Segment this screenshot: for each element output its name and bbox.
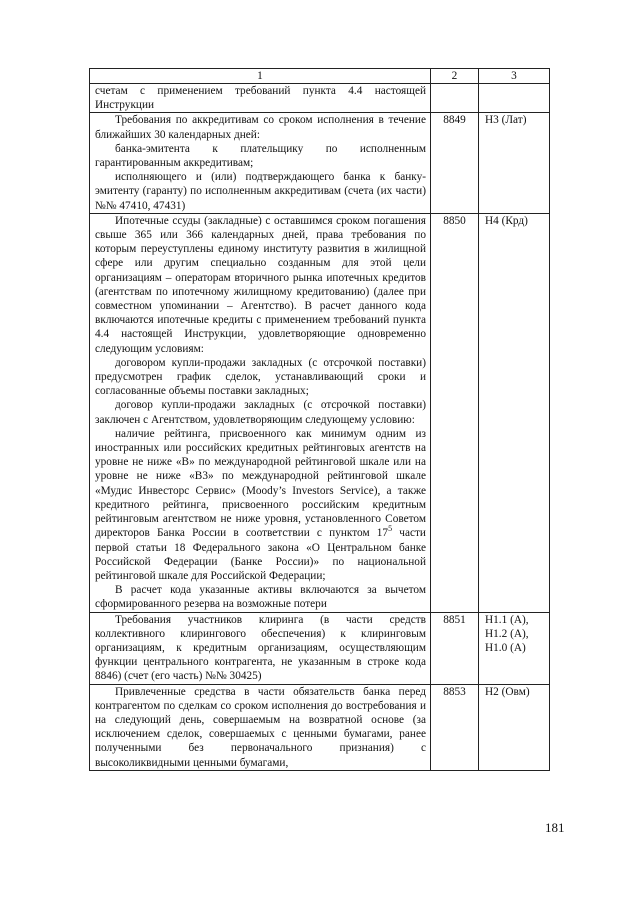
description-paragraph: Требования по аккредитивам со сроком исполнения в течение ближайших 30 календарных дней: bbox=[95, 114, 426, 141]
superscript-5: 5 bbox=[388, 524, 393, 534]
column-header-3: 3 bbox=[479, 69, 550, 84]
description-paragraph: Ипотечные ссуды (закладные) с оставшимся сроком погашения свыше 365 или 366 календарных дней, права требования по которым переуступлены единому институту развития в жилищной сфере или другим специально созданным для этой цели организациям – операторам вторичного рынка ипотечных кредитов (агентствам по ипотечному жилищному кредитованию) (далее при совместном упоминании – Агентство). В расчет данного кода включаются ипотечные кредиты с применением требований пункта 4.4 настоящей Инструкции, удовлетворяющие одновременно следующим условиям: bbox=[95, 214, 426, 355]
description-paragraph: Требования участников клиринга (в части средств коллективного клирингового обеспечения) к клиринговым организациям, к кредитным организациям, осуществляющим функции центрального контрагента, не указанным в строке кода 8846) (счет (его часть) №№ 30425) bbox=[95, 613, 426, 683]
row-description bbox=[90, 612, 431, 684]
description-paragraph bbox=[95, 427, 426, 583]
limit-value: Н1.1 (А), bbox=[485, 613, 529, 626]
row-description bbox=[90, 213, 431, 612]
description-paragraph: банка-эмитента к плательщику по исполненным гарантированным аккредитивам; bbox=[95, 142, 426, 170]
row-description bbox=[90, 84, 431, 113]
description-paragraph: В расчет кода указанные активы включаются за вычетом сформированного резерва на возможные потери bbox=[95, 584, 426, 611]
page-number: 181 bbox=[545, 820, 565, 835]
table-row bbox=[90, 213, 550, 612]
description-paragraph: исполняющего и (или) подтверждающего банка к банку-эмитенту (гаранту) по исполненным аккредитивам (счета (их части) №№ 47410, 47431) bbox=[95, 171, 426, 212]
limit-value: Н1.0 (А) bbox=[485, 641, 526, 654]
table-row bbox=[90, 84, 550, 113]
row-code: 8853 bbox=[431, 684, 479, 770]
row-limit bbox=[479, 213, 550, 612]
row-description bbox=[90, 113, 431, 213]
table-row bbox=[90, 684, 550, 770]
row-code: 8849 bbox=[431, 113, 479, 213]
limit-value: Н4 (Крд) bbox=[485, 214, 528, 227]
description-paragraph: Привлеченные средства в части обязательств банка перед контрагентом по сделкам со сроком исполнения до востребования и на следующий день, совершаемым на возвратной основе (за исключением сделок, совершаемых с ценными бумагами, ранее полученными без первоначального признания) с высоколиквидными ценными бумагами, bbox=[95, 685, 426, 769]
codes-table bbox=[89, 68, 550, 771]
description-paragraph: договором купли-продажи закладных (с отсрочкой поставки) предусмотрен график сделок, устанавливающий сроки и согласованные объемы поставки закладных; bbox=[95, 356, 426, 398]
row-limit bbox=[479, 113, 550, 213]
row-code: 8850 bbox=[431, 213, 479, 612]
row-code: 8851 bbox=[431, 612, 479, 684]
row-limit bbox=[479, 84, 550, 113]
row-limit bbox=[479, 684, 550, 770]
limit-value: Н3 (Лат) bbox=[485, 114, 527, 127]
limit-value: Н2 (Овм) bbox=[485, 685, 530, 698]
column-header-2: 2 bbox=[431, 69, 479, 84]
column-header-1: 1 bbox=[90, 69, 431, 84]
row-description bbox=[90, 684, 431, 770]
description-paragraph: договор купли-продажи закладных (с отсрочкой поставки) заключен с Агентством, удовлетворяющим следующему условию: bbox=[95, 399, 426, 426]
table-header-row bbox=[90, 69, 550, 84]
description-paragraph: счетам с применением требований пункта 4.4 настоящей Инструкции bbox=[95, 85, 426, 112]
table-row bbox=[90, 612, 550, 684]
table-row bbox=[90, 113, 550, 213]
row-limit bbox=[479, 612, 550, 684]
rating-text: наличие рейтинга, присвоенного как минимум одним из иностранных или российских кредитных рейтинговых агентств на уровне не ниже «B» по международной рейтинговой шкале или на уровне не ниже «B3» по международной рейтинговой шкале «Мудис Инвесторс Сервис» (Moody’s Investors Service), а также кредитного рейтинга, присвоенного российским кредитным рейтинговым агентством не ниже уровня, установленного Советом директоров Банка России в соответствии с пунктом 17 bbox=[95, 427, 426, 540]
rating-text-continued: части первой статьи 18 Федерального закона «О Центральном банке Российской Федерации (Банке России)» по национальной рейтинговой шкале для Российской Федерации; bbox=[95, 527, 426, 582]
row-code bbox=[431, 84, 479, 113]
limit-value: Н1.2 (А), bbox=[485, 627, 529, 640]
